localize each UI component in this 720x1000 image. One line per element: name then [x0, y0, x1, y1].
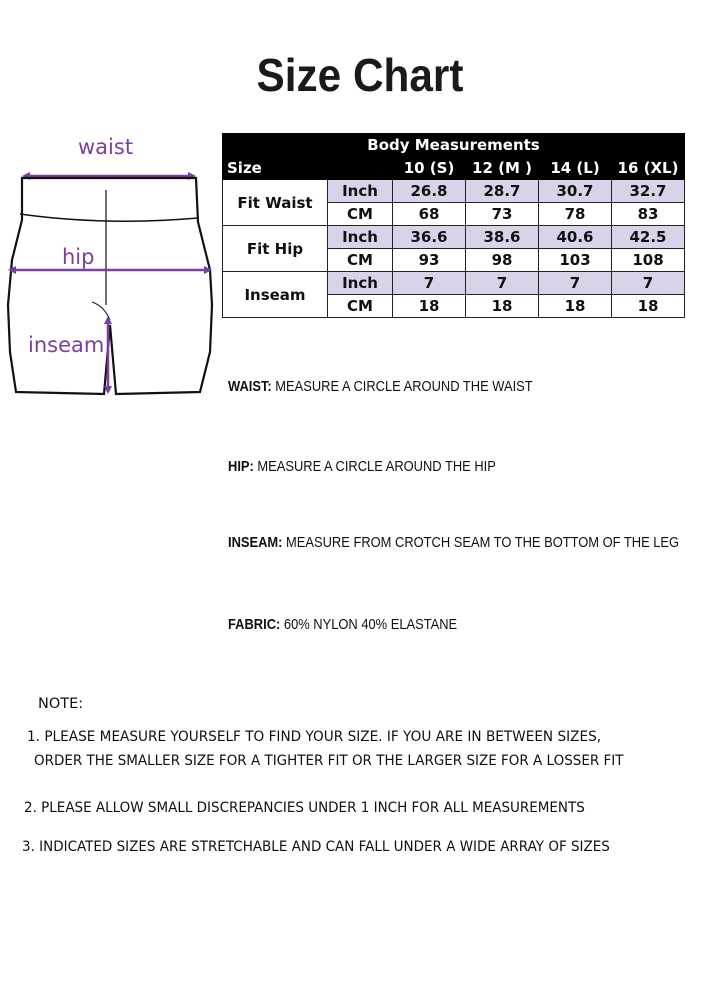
size-header: 12 (M ) — [466, 157, 539, 180]
value-cell: 18 — [393, 295, 466, 318]
definition-fabric — [228, 616, 457, 633]
size-header: 16 (XL) — [612, 157, 685, 180]
table-title: Body Measurements — [223, 134, 685, 157]
inseam-label: inseam — [28, 333, 105, 357]
notes-heading: NOTE: — [38, 696, 84, 712]
value-cell: 108 — [612, 249, 685, 272]
value-cell: 26.8 — [393, 180, 466, 203]
value-cell: 32.7 — [612, 180, 685, 203]
value-cell: 18 — [612, 295, 685, 318]
note-item-1: 1. PLEASE MEASURE YOURSELF TO FIND YOUR SIZE. IF YOU ARE IN BETWEEN SIZES, — [27, 729, 602, 745]
value-cell: 83 — [612, 203, 685, 226]
definition-text: MEASURE A CIRCLE AROUND THE WAIST — [271, 378, 533, 395]
note-item-3: 3. INDICATED SIZES ARE STRETCHABLE AND CAN FALL UNDER A WIDE ARRAY OF SIZES — [22, 839, 610, 855]
value-cell: 73 — [466, 203, 539, 226]
size-header-label: Size — [223, 157, 328, 180]
unit-cell: CM — [328, 249, 393, 272]
note-item-1-cont: ORDER THE SMALLER SIZE FOR A TIGHTER FIT OR THE LARGER SIZE FOR A LOSSER FIT — [34, 753, 624, 769]
unit-cell: Inch — [328, 180, 393, 203]
definition-label: FABRIC: — [228, 616, 281, 633]
value-cell: 7 — [612, 272, 685, 295]
size-header: 14 (L) — [539, 157, 612, 180]
value-cell: 7 — [466, 272, 539, 295]
shorts-outline — [8, 178, 212, 394]
definition-inseam — [228, 534, 679, 551]
definition-label: HIP: — [228, 458, 254, 475]
value-cell: 7 — [539, 272, 612, 295]
value-cell: 18 — [466, 295, 539, 318]
unit-cell: Inch — [328, 272, 393, 295]
hip-label: hip — [62, 245, 95, 269]
value-cell: 36.6 — [393, 226, 466, 249]
page-title: Size Chart — [256, 49, 464, 101]
definition-text: 60% NYLON 40% ELASTANE — [280, 616, 458, 633]
waist-label: waist — [78, 135, 134, 159]
value-cell: 68 — [393, 203, 466, 226]
definition-label: WAIST: — [228, 378, 272, 395]
value-cell: 38.6 — [466, 226, 539, 249]
definition-label: INSEAM: — [228, 534, 283, 551]
value-cell: 98 — [466, 249, 539, 272]
value-cell: 42.5 — [612, 226, 685, 249]
value-cell: 18 — [539, 295, 612, 318]
unit-cell: Inch — [328, 226, 393, 249]
definition-hip — [228, 458, 496, 475]
unit-cell: CM — [328, 295, 393, 318]
row-group-label: Inseam — [223, 272, 328, 318]
value-cell: 28.7 — [466, 180, 539, 203]
value-cell: 40.6 — [539, 226, 612, 249]
row-group-label: Fit Hip — [223, 226, 328, 272]
size-header: 10 (S) — [393, 157, 466, 180]
size-table — [222, 133, 685, 318]
definition-text: MEASURE A CIRCLE AROUND THE HIP — [253, 458, 496, 475]
note-item-2: 2. PLEASE ALLOW SMALL DISCREPANCIES UNDER 1 INCH FOR ALL MEASUREMENTS — [24, 800, 585, 816]
value-cell: 78 — [539, 203, 612, 226]
unit-cell: CM — [328, 203, 393, 226]
definition-text: MEASURE FROM CROTCH SEAM TO THE BOTTOM OF THE LEG — [282, 534, 680, 551]
shorts-diagram — [0, 130, 225, 400]
value-cell: 30.7 — [539, 180, 612, 203]
value-cell: 103 — [539, 249, 612, 272]
row-group-label: Fit Waist — [223, 180, 328, 226]
value-cell: 93 — [393, 249, 466, 272]
definition-waist — [228, 378, 533, 395]
value-cell: 7 — [393, 272, 466, 295]
